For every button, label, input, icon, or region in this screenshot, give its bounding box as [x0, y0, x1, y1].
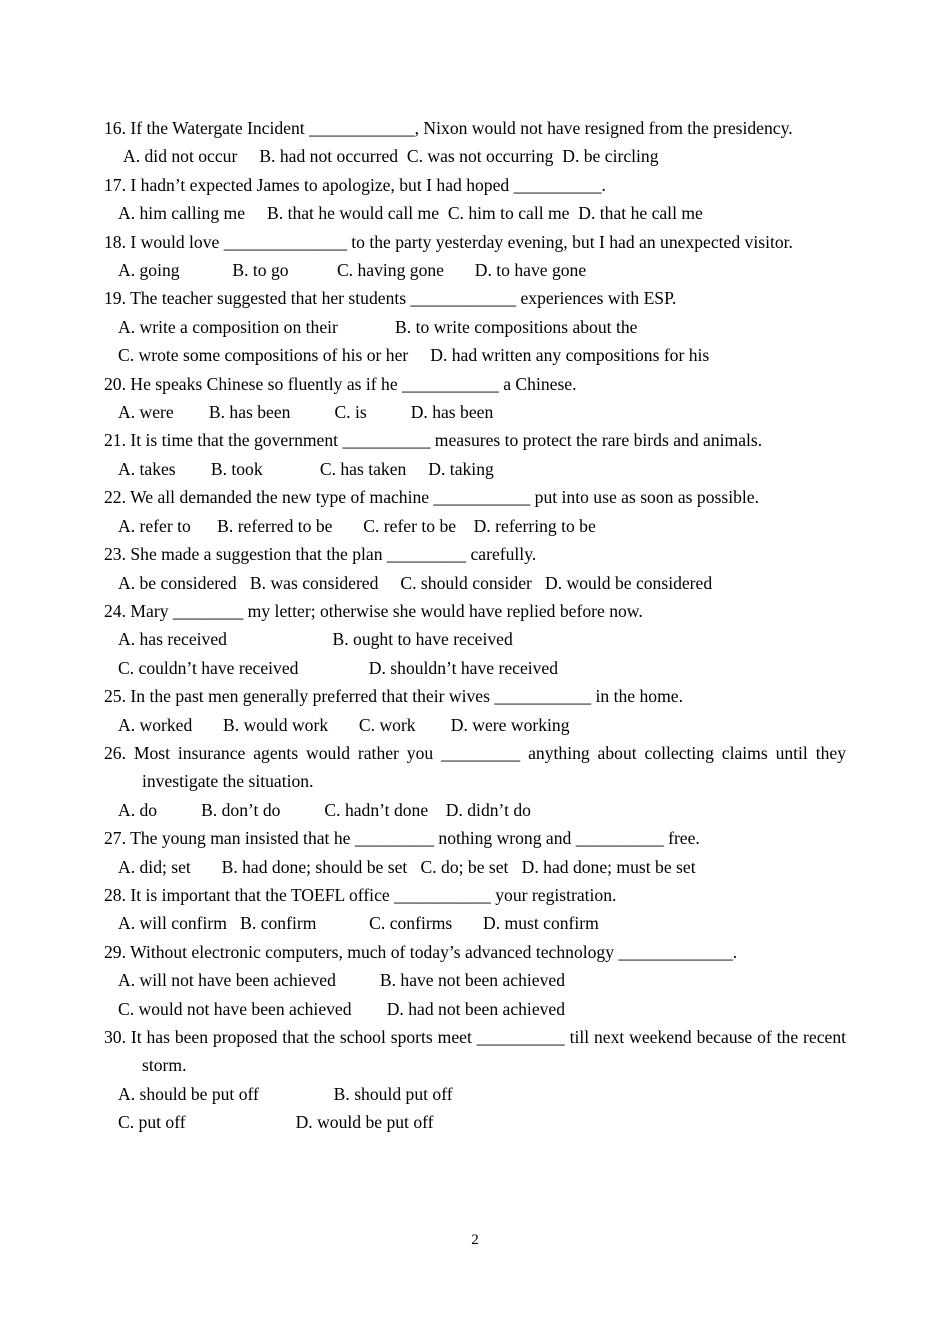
answer-options: A. will confirm B. confirm C. confirms D. must confirm — [118, 913, 599, 934]
answer-options: A. did not occur B. had not occurred C. was not occurring D. be circling — [123, 146, 659, 167]
answer-options: A. has received B. ought to have received — [118, 629, 513, 650]
question-stem: 27. The young man insisted that he _________ nothing wrong and __________ free. — [104, 828, 700, 849]
question-27 — [104, 824, 846, 881]
question-24 — [104, 597, 846, 682]
answer-options: A. worked B. would work C. work D. were working — [118, 714, 570, 735]
answer-options: A. write a composition on their B. to write compositions about the — [118, 316, 638, 337]
answer-options: A. did; set B. had done; should be set C. do; be set D. had done; must be set — [118, 856, 696, 877]
exercise-page — [104, 114, 846, 1137]
page-number: 2 — [471, 1232, 479, 1248]
question-19 — [104, 284, 846, 369]
question-23 — [104, 540, 846, 597]
question-16 — [104, 114, 846, 171]
answer-options: C. wrote some compositions of his or her D. had written any compositions for his — [118, 345, 710, 366]
question-30 — [104, 1023, 846, 1137]
question-25 — [104, 682, 846, 739]
answer-options: A. refer to B. referred to be C. refer to be D. referring to be — [118, 515, 596, 536]
question-stem: 19. The teacher suggested that her students ____________ experiences with ESP. — [104, 288, 677, 309]
question-28 — [104, 881, 846, 938]
question-18 — [104, 228, 846, 285]
question-stem: 17. I hadn’t expected James to apologize, but I had hoped __________. — [104, 174, 606, 195]
question-17 — [104, 171, 846, 228]
answer-options: A. be considered B. was considered C. should consider D. would be considered — [118, 572, 713, 593]
question-stem: 18. I would love ______________ to the party yesterday evening, but I had an unexpected visitor. — [104, 231, 793, 252]
question-20 — [104, 370, 846, 427]
answer-options: C. couldn’t have received D. shouldn’t have received — [118, 657, 559, 678]
question-stem: 16. If the Watergate Incident ____________, Nixon would not have resigned from the presidency. — [104, 118, 793, 138]
question-stem: 30. It has been proposed that the school sports meet __________ till next weekend because of the recent storm. — [104, 1027, 846, 1076]
answer-options: A. him calling me B. that he would call me C. him to call me D. that he call me — [118, 203, 703, 224]
answer-options: A. will not have been achieved B. have not been achieved — [118, 970, 566, 991]
answer-options: A. takes B. took C. has taken D. taking — [118, 458, 494, 479]
question-26 — [104, 739, 846, 824]
answer-options: A. do B. don’t do C. hadn’t done D. didn’t do — [118, 799, 531, 820]
question-22 — [104, 483, 846, 540]
question-stem: 25. In the past men generally preferred that their wives ___________ in the home. — [104, 686, 683, 707]
answer-options: C. put off D. would be put off — [118, 1112, 434, 1133]
question-stem: 26. Most insurance agents would rather you _________ anything about collecting claims until they investigate the situation. — [104, 742, 846, 792]
question-stem: 20. He speaks Chinese so fluently as if he ___________ a Chinese. — [104, 373, 577, 394]
question-stem: 29. Without electronic computers, much of today’s advanced technology _____________. — [104, 941, 738, 962]
answer-options: A. were B. has been C. is D. has been — [118, 402, 494, 423]
question-21 — [104, 426, 846, 483]
question-29 — [104, 938, 846, 1023]
answer-options: A. should be put off B. should put off — [118, 1083, 453, 1104]
answer-options: A. going B. to go C. having gone D. to have gone — [118, 260, 587, 281]
question-stem: 21. It is time that the government __________ measures to protect the rare birds and animals. — [104, 430, 763, 451]
question-stem: 28. It is important that the TOEFL office ___________ your registration. — [104, 884, 617, 905]
question-stem: 23. She made a suggestion that the plan _________ carefully. — [104, 544, 537, 565]
question-stem: 22. We all demanded the new type of machine ___________ put into use as soon as possible. — [104, 487, 759, 508]
answer-options: C. would not have been achieved D. had not been achieved — [118, 998, 566, 1019]
question-stem: 24. Mary ________ my letter; otherwise she would have replied before now. — [104, 600, 643, 621]
